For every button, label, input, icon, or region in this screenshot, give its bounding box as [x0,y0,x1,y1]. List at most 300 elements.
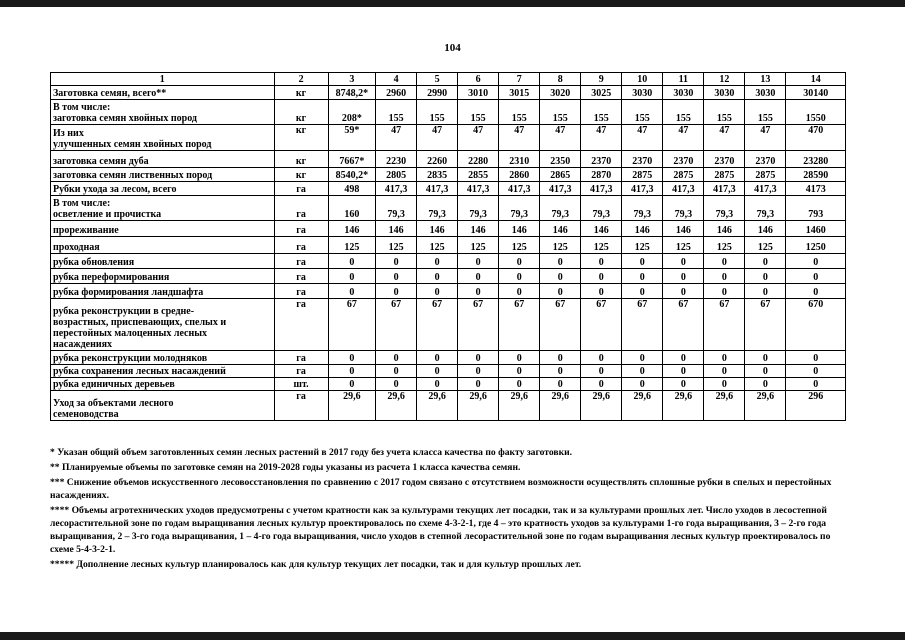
row-value: 2875 [622,168,663,182]
row-value: 0 [328,269,376,284]
row-value: 417,3 [499,182,540,196]
row-value: 125 [663,237,704,254]
row-value: 2960 [376,86,417,100]
row-value: 67 [663,299,704,351]
row-value: 146 [704,221,745,237]
row-value: 146 [745,221,786,237]
row-value: 155 [704,100,745,125]
row-value: 0 [704,351,745,365]
row-value: 0 [581,365,622,378]
row-unit: кг [274,168,328,182]
row-name [51,351,275,365]
row-value: 2870 [581,168,622,182]
row-value: 7667* [328,151,376,168]
row-value: 0 [581,254,622,269]
row-value: 0 [786,351,846,365]
row-value: 29,6 [376,391,417,421]
row-value: 29,6 [581,391,622,421]
row-value: 0 [704,284,745,299]
row-value: 2280 [458,151,499,168]
row-value: 296 [786,391,846,421]
table-row [51,168,846,182]
row-name-line: рубка сохранения лесных насаждений [53,366,226,377]
row-name-line: прореживание [53,225,119,236]
table-row [51,100,846,125]
column-header: 11 [663,73,704,86]
row-name [51,299,275,351]
row-value: 3030 [704,86,745,100]
row-name [51,151,275,168]
row-value: 417,3 [622,182,663,196]
row-unit: га [274,237,328,254]
row-value: 155 [622,100,663,125]
row-value: 0 [663,365,704,378]
row-value: 0 [499,284,540,299]
row-name-line: рубка переформирования [53,272,170,283]
row-value: 0 [786,269,846,284]
row-value: 67 [376,299,417,351]
row-value: 0 [458,254,499,269]
row-unit: га [274,351,328,365]
row-value: 0 [581,351,622,365]
row-value: 0 [376,254,417,269]
row-value: 0 [540,365,581,378]
row-value: 3030 [663,86,704,100]
row-value: 0 [786,378,846,391]
row-unit: га [274,284,328,299]
row-value: 0 [786,365,846,378]
row-unit: га [274,365,328,378]
row-value: 0 [499,351,540,365]
row-value: 79,3 [499,196,540,221]
table-row [51,86,846,100]
row-value: 79,3 [663,196,704,221]
row-value: 0 [458,269,499,284]
row-value: 0 [663,254,704,269]
row-value: 670 [786,299,846,351]
row-value: 417,3 [663,182,704,196]
row-name [51,168,275,182]
column-header: 4 [376,73,417,86]
row-value: 47 [663,125,704,151]
column-header: 5 [417,73,458,86]
row-value: 3020 [540,86,581,100]
column-header: 7 [499,73,540,86]
row-value: 155 [458,100,499,125]
row-value: 155 [745,100,786,125]
row-value: 146 [540,221,581,237]
footnote-1: * Указан общий объем заготовленных семян лесных растений в 2017 году без учета класса качества по факту заготовки. [50,447,573,458]
row-value: 2860 [499,168,540,182]
row-name [51,284,275,299]
row-value: 2260 [417,151,458,168]
row-value: 0 [376,351,417,365]
row-value: 0 [540,284,581,299]
row-value: 0 [581,284,622,299]
row-value: 0 [458,378,499,391]
table-row [51,221,846,237]
row-value: 29,6 [663,391,704,421]
row-name [51,196,275,221]
row-value: 0 [581,269,622,284]
row-value: 29,6 [622,391,663,421]
row-unit: кг [274,86,328,100]
row-value: 0 [417,254,458,269]
row-value: 47 [417,125,458,151]
scan-edge-bottom [0,632,905,640]
row-value: 0 [704,254,745,269]
row-value: 146 [458,221,499,237]
row-name [51,86,275,100]
row-value: 2230 [376,151,417,168]
row-value: 2370 [622,151,663,168]
row-value: 47 [622,125,663,151]
table-header-row [51,73,846,86]
row-value: 67 [328,299,376,351]
row-value: 0 [376,269,417,284]
row-unit: га [274,299,328,351]
row-value: 146 [328,221,376,237]
row-value: 2370 [704,151,745,168]
row-value: 417,3 [581,182,622,196]
row-value: 2865 [540,168,581,182]
row-value: 125 [745,237,786,254]
row-value: 28590 [786,168,846,182]
row-value: 2370 [663,151,704,168]
row-value: 0 [540,269,581,284]
row-value: 125 [581,237,622,254]
row-value: 417,3 [376,182,417,196]
table-row [51,196,846,221]
row-name-line: рубка обновления [53,257,135,268]
row-value: 79,3 [581,196,622,221]
row-value: 47 [745,125,786,151]
row-value: 0 [417,351,458,365]
row-value: 0 [417,378,458,391]
footnote-4: **** Объемы агротехнических уходов предусмотрены с учетом кратности как за культурами текущих лет посадки, так и за культурами прошлых лет. Число уходов в лесостепной лесорастительной зоне по годам выращивания лесных культур проектировалось по схеме 4-3-2-1, где 4 – это кратность уходов за культурами 1-го года выращивания, 3 – 2-го года выращивания, 2 – 3-го года выращивания, 1 – 4-го года выращивания, число уходов в степной лесорастительной зоне по годам выращивания лесных культур проектировалось по схеме 5-4-3-2-1. [50,505,831,555]
row-name-line: заготовка семян хвойных пород [53,113,197,124]
row-value: 67 [622,299,663,351]
column-header: 8 [540,73,581,86]
column-header: 3 [328,73,376,86]
row-name-line: перестойных малоценных лесных [53,328,208,339]
row-value: 79,3 [622,196,663,221]
row-value: 155 [417,100,458,125]
row-value: 0 [622,365,663,378]
row-value: 417,3 [417,182,458,196]
row-value: 0 [745,269,786,284]
row-value: 0 [499,365,540,378]
row-value: 29,6 [458,391,499,421]
row-name-line: В том числе: [53,198,111,209]
row-value: 47 [581,125,622,151]
row-value: 0 [663,351,704,365]
row-value: 2855 [458,168,499,182]
row-value: 2370 [745,151,786,168]
row-value: 0 [499,254,540,269]
row-value: 2350 [540,151,581,168]
row-value: 125 [417,237,458,254]
row-value: 59* [328,125,376,151]
row-value: 3010 [458,86,499,100]
row-value: 0 [704,269,745,284]
row-value: 0 [622,269,663,284]
row-value: 67 [540,299,581,351]
footnote-5: ***** Дополнение лесных культур планировалось как для культур текущих лет посадки, так и для культур прошлых лет. [50,559,582,570]
page-number: 104 [444,42,461,54]
row-name-line: Из них [53,128,84,139]
row-value: 1550 [786,100,846,125]
row-unit: га [274,221,328,237]
row-value: 23280 [786,151,846,168]
row-value: 0 [622,254,663,269]
row-value: 155 [376,100,417,125]
row-value: 146 [376,221,417,237]
row-value: 29,6 [540,391,581,421]
row-name [51,100,275,125]
row-value: 2370 [581,151,622,168]
row-value: 0 [745,284,786,299]
row-name [51,125,275,151]
row-value: 417,3 [458,182,499,196]
row-name-line: рубка формирования ландшафта [53,287,204,298]
row-value: 47 [458,125,499,151]
row-unit: кг [274,100,328,125]
row-value: 79,3 [417,196,458,221]
table-row [51,299,846,351]
row-value: 0 [786,284,846,299]
row-value: 0 [328,365,376,378]
row-value: 125 [540,237,581,254]
column-header: 10 [622,73,663,86]
row-value: 1250 [786,237,846,254]
row-name-line: Заготовка семян, всего** [53,88,167,99]
column-header: 14 [786,73,846,86]
row-name-line: проходная [53,242,100,253]
row-value: 125 [622,237,663,254]
row-value: 79,3 [704,196,745,221]
row-unit: га [274,196,328,221]
row-value: 0 [540,254,581,269]
row-value: 0 [745,351,786,365]
row-value: 0 [581,378,622,391]
footnote-3: *** Снижение объемов искусственного лесовосстановления по сравнению с 2017 годом связано с отсутствием возможности осуществлять сплошные рубки в спелых и перестойных насаждениях. [50,477,832,501]
row-value: 3030 [745,86,786,100]
row-value: 2875 [663,168,704,182]
row-name-line: заготовка семян лиственных пород [53,170,213,181]
row-value: 417,3 [540,182,581,196]
row-value: 2990 [417,86,458,100]
row-value: 498 [328,182,376,196]
row-value: 155 [581,100,622,125]
row-name-line: заготовка семян дуба [53,156,149,167]
row-value: 0 [376,284,417,299]
row-value: 146 [499,221,540,237]
column-header: 12 [704,73,745,86]
row-value: 3025 [581,86,622,100]
row-value: 470 [786,125,846,151]
row-value: 47 [704,125,745,151]
row-value: 0 [458,284,499,299]
row-value: 146 [622,221,663,237]
row-value: 793 [786,196,846,221]
row-value: 160 [328,196,376,221]
row-value: 47 [499,125,540,151]
footnote-2: ** Планируемые объемы по заготовке семян на 2019-2028 годы указаны из расчета 1 класса качества семян. [50,462,521,473]
row-name-line: осветление и прочистка [53,209,162,220]
row-value: 0 [745,365,786,378]
row-value: 1460 [786,221,846,237]
row-value: 155 [663,100,704,125]
row-value: 2875 [704,168,745,182]
scan-edge-top [0,0,905,7]
row-name-line: Рубки ухода за лесом, всего [53,184,177,195]
row-value: 67 [745,299,786,351]
row-value: 0 [622,351,663,365]
row-unit: шт. [274,378,328,391]
row-value: 29,6 [417,391,458,421]
row-value: 67 [458,299,499,351]
row-name [51,365,275,378]
row-value: 125 [499,237,540,254]
row-value: 146 [417,221,458,237]
row-value: 0 [328,284,376,299]
row-name-line: семеноводства [53,409,119,420]
row-name [51,378,275,391]
row-value: 0 [499,269,540,284]
column-header: 9 [581,73,622,86]
row-value: 29,6 [704,391,745,421]
row-name-line: рубка реконструкции в средне- [53,306,195,317]
row-value: 417,3 [704,182,745,196]
row-value: 29,6 [328,391,376,421]
row-value: 79,3 [376,196,417,221]
row-value: 79,3 [745,196,786,221]
row-name-line: возрастных, приспевающих, спелых и [53,317,227,328]
table-row [51,378,846,391]
row-value: 0 [328,378,376,391]
row-value: 0 [704,365,745,378]
table-row [51,125,846,151]
row-value: 155 [540,100,581,125]
table-row [51,284,846,299]
table-row [51,351,846,365]
row-value: 0 [458,351,499,365]
row-value: 125 [458,237,499,254]
row-value: 3030 [622,86,663,100]
row-value: 2875 [745,168,786,182]
row-value: 79,3 [540,196,581,221]
row-value: 0 [622,378,663,391]
table-row [51,365,846,378]
row-value: 8540,2* [328,168,376,182]
row-value: 0 [663,284,704,299]
row-value: 0 [704,378,745,391]
row-name-line: В том числе: [53,102,111,113]
column-header: 6 [458,73,499,86]
row-value: 47 [540,125,581,151]
row-name [51,221,275,237]
row-value: 0 [745,378,786,391]
row-value: 0 [328,351,376,365]
row-value: 125 [376,237,417,254]
row-unit: га [274,391,328,421]
row-unit: га [274,254,328,269]
row-value: 30140 [786,86,846,100]
row-name [51,182,275,196]
plan-table [50,72,846,421]
row-value: 0 [458,365,499,378]
row-value: 0 [663,378,704,391]
footnotes [50,446,850,573]
row-value: 208* [328,100,376,125]
column-header: 2 [274,73,328,86]
row-value: 0 [540,378,581,391]
table-row [51,254,846,269]
row-value: 0 [499,378,540,391]
row-name-line: улучшенных семян хвойных пород [53,139,212,150]
column-header: 13 [745,73,786,86]
row-unit: га [274,269,328,284]
row-value: 146 [581,221,622,237]
row-name-line: насаждениях [53,339,113,350]
table-row [51,269,846,284]
row-value: 0 [663,269,704,284]
row-value: 0 [540,351,581,365]
row-name [51,254,275,269]
row-unit: га [274,182,328,196]
row-value: 0 [376,378,417,391]
row-value: 125 [704,237,745,254]
row-value: 146 [663,221,704,237]
row-value: 2835 [417,168,458,182]
row-value: 417,3 [745,182,786,196]
table-row [51,391,846,421]
table-row [51,151,846,168]
row-name [51,237,275,254]
row-name-line: рубка реконструкции молодняков [53,353,208,364]
row-name [51,269,275,284]
row-unit: кг [274,125,328,151]
row-value: 0 [417,269,458,284]
row-value: 47 [376,125,417,151]
row-value: 67 [499,299,540,351]
row-value: 0 [786,254,846,269]
row-value: 79,3 [458,196,499,221]
table-row [51,182,846,196]
row-value: 67 [704,299,745,351]
row-value: 3015 [499,86,540,100]
row-value: 0 [622,284,663,299]
row-value: 29,6 [499,391,540,421]
row-value: 0 [376,365,417,378]
row-value: 0 [328,254,376,269]
column-header: 1 [51,73,275,86]
row-unit: кг [274,151,328,168]
row-value: 0 [417,284,458,299]
row-value: 0 [417,365,458,378]
row-value: 2805 [376,168,417,182]
row-value: 67 [581,299,622,351]
row-value: 29,6 [745,391,786,421]
row-name [51,391,275,421]
row-name-line: рубка единичных деревьев [53,379,175,390]
row-value: 155 [499,100,540,125]
row-value: 67 [417,299,458,351]
row-value: 8748,2* [328,86,376,100]
row-value: 0 [745,254,786,269]
row-name-line: Уход за объектами лесного [53,398,174,409]
